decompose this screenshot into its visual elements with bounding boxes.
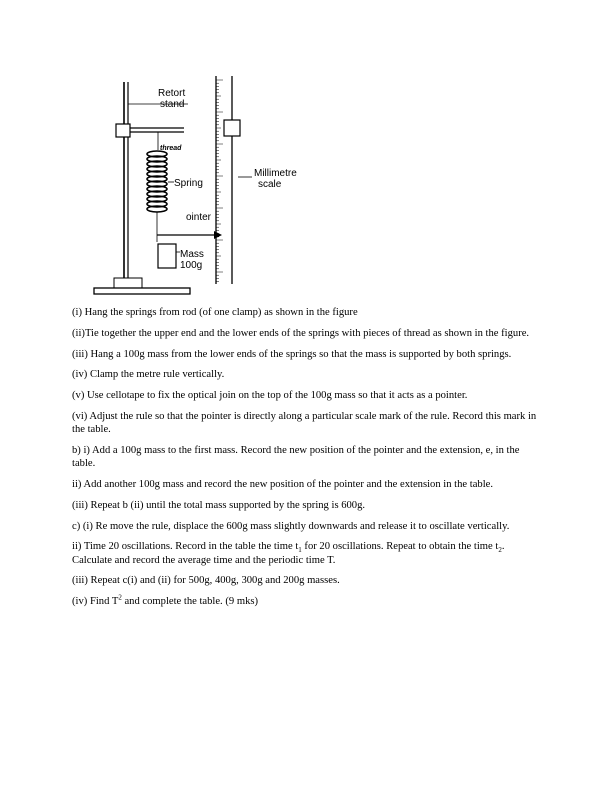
pointer-arrow-head <box>214 231 222 239</box>
clamp-boss <box>116 124 130 137</box>
step-c-ii <box>72 540 542 566</box>
subscript-2: 2 <box>498 546 502 555</box>
stand-base <box>94 288 190 294</box>
step-c-iv-part1: (iv) Find T <box>72 596 119 608</box>
step-c-i: c) (i) Re move the rule, displace the 600g mass slightly downwards and release it to oscillate vertically. <box>72 520 510 532</box>
step-c-ii-part3: . Calculate and record the average time and the periodic time T. <box>72 541 505 566</box>
mass-block <box>158 244 176 268</box>
step-b-iii: (iii) Repeat b (ii) until the total mass supported by the spring is 600g. <box>72 499 366 511</box>
apparatus-diagram <box>88 72 308 300</box>
superscript-2: 2 <box>118 593 122 602</box>
step-6: (vi) Adjust the rule so that the pointer is directly along a particular scale mark of the rule. Record this mark in the table. <box>72 410 537 436</box>
step-1: (i) Hang the springs from rod (of one clamp) as shown in the figure <box>72 307 358 318</box>
label-mass-line2: 100g <box>180 260 203 271</box>
label-retort-line1: Retort <box>158 88 186 99</box>
step-c-iv <box>72 595 542 608</box>
step-b-ii: ii) Add another 100g mass and record the new position of the pointer and the extension in the table. <box>72 478 493 490</box>
instructions-list <box>72 306 542 616</box>
label-retort-line2: stand <box>160 99 185 110</box>
subscript-1: 1 <box>298 546 302 555</box>
step-c-iv-part2: and complete the table. (9 mks) <box>121 596 259 608</box>
step-4: (iv) Clamp the metre rule vertically. <box>72 369 225 381</box>
step-c-ii-part2: for 20 oscillations. Repeat to obtain the time t <box>301 541 499 553</box>
step-b-i: b) i) Add a 100g mass to the first mass. Record the new position of the pointer and the extension, e, in the table. <box>72 444 520 470</box>
scale-ticks <box>216 80 223 282</box>
spring-coils <box>147 151 167 212</box>
label-spring: Spring <box>174 178 203 189</box>
step-2: (ii)Tie together the upper end and the lower ends of the springs with pieces of thread as shown in the figure. <box>72 327 530 339</box>
stand-foot <box>114 278 142 288</box>
step-c-iii: (iii) Repeat c(i) and (ii) for 500g, 400g, 300g and 200g masses. <box>72 575 340 587</box>
label-mass-line1: Mass <box>180 249 204 260</box>
step-c-ii-part1: ii) Time 20 oscillations. Record in the table the time t <box>72 541 299 553</box>
step-5: (v) Use cellotape to fix the optical join on the top of the 100g mass so that it acts as a pointer. <box>72 390 468 402</box>
apparatus-figure <box>88 72 308 300</box>
label-thread: thread <box>160 145 182 152</box>
step-3: (iii) Hang a 100g mass from the lower ends of the springs so that the mass is supported by both springs. <box>72 348 512 360</box>
scale-clamp <box>224 120 240 136</box>
label-pointer: ointer <box>186 212 212 223</box>
label-scale-line2: scale <box>258 179 282 190</box>
label-scale-line1: Millimetre <box>254 168 297 179</box>
